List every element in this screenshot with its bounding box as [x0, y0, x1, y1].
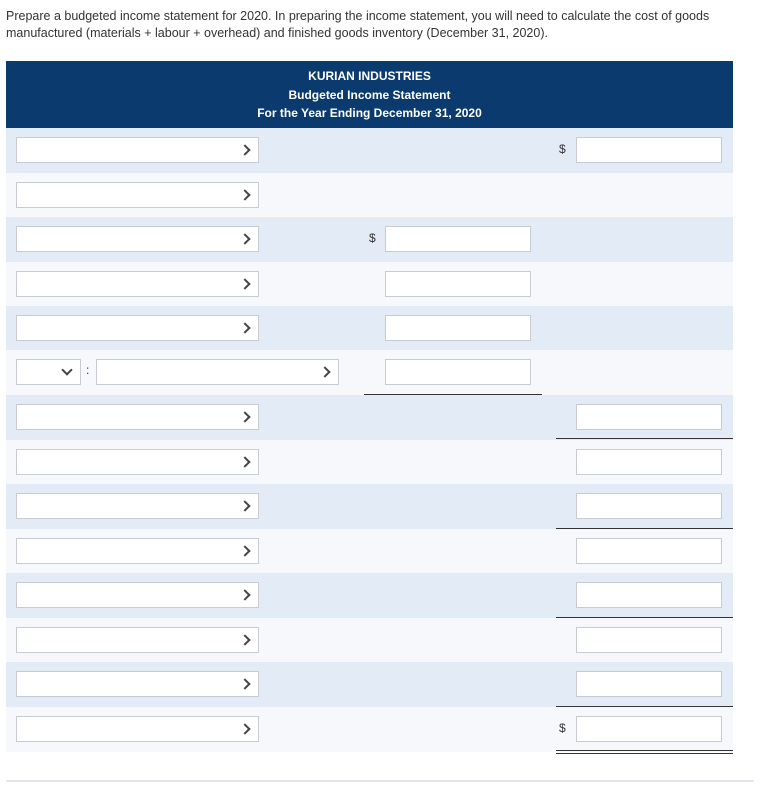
amount-input-3-mid[interactable]: [385, 226, 531, 252]
statement-period: For the Year Ending December 31, 2020: [257, 106, 482, 120]
amount-input-14-net-income[interactable]: [576, 716, 722, 742]
chevron-right-icon: [239, 634, 250, 645]
statement-row-11: [6, 573, 733, 618]
statement-header: [6, 61, 733, 128]
account-dropdown-4[interactable]: [16, 271, 259, 297]
statement-row-6: [6, 350, 733, 395]
amount-input-9-total[interactable]: [576, 493, 722, 519]
statement-row-5: [6, 306, 733, 351]
account-dropdown-3[interactable]: [16, 226, 259, 252]
amount-input-6-mid[interactable]: [385, 359, 531, 385]
prefix-dropdown-6[interactable]: [16, 359, 81, 385]
instructions-text: Prepare a budgeted income statement for 2020. In preparing the income statement, you will need to calculate the cost of goods manufactured (materials + labour + overhead) and finished goods inventory (December 31, 2020).: [6, 9, 710, 40]
dollar-sign: $: [559, 142, 566, 156]
account-dropdown-6[interactable]: [96, 359, 339, 385]
amount-input-13-total[interactable]: [576, 671, 722, 697]
statement-row-1: [6, 128, 733, 173]
account-dropdown-2[interactable]: [16, 182, 259, 208]
amount-input-12-total[interactable]: [576, 627, 722, 653]
chevron-right-icon: [239, 411, 250, 422]
chevron-right-icon: [239, 233, 250, 244]
account-dropdown-8[interactable]: [16, 449, 259, 475]
statement-row-2: [6, 173, 733, 218]
statement-row-4: [6, 262, 733, 307]
account-dropdown-1[interactable]: [16, 137, 259, 163]
chevron-right-icon: [239, 723, 250, 734]
statement-row-9: [6, 484, 733, 529]
statement-row-12: [6, 618, 733, 663]
amount-input-1-total[interactable]: [576, 137, 722, 163]
account-dropdown-10[interactable]: [16, 538, 259, 564]
amount-input-10-total[interactable]: [576, 538, 722, 564]
account-dropdown-12[interactable]: [16, 627, 259, 653]
account-dropdown-13[interactable]: [16, 671, 259, 697]
amount-input-7-total[interactable]: [576, 404, 722, 430]
statement-row-10: [6, 529, 733, 574]
underline: [556, 438, 733, 439]
statement-row-14: [6, 707, 733, 752]
chevron-right-icon: [239, 545, 250, 556]
chevron-right-icon: [239, 322, 250, 333]
divider: [6, 780, 754, 782]
chevron-right-icon: [239, 189, 250, 200]
account-dropdown-11[interactable]: [16, 582, 259, 608]
amount-input-5-mid[interactable]: [385, 315, 531, 341]
chevron-down-icon: [61, 364, 72, 375]
chevron-right-icon: [239, 456, 250, 467]
amount-input-8-total[interactable]: [576, 449, 722, 475]
statement-row-8: [6, 440, 733, 485]
statement-title: Budgeted Income Statement: [288, 88, 451, 102]
colon-separator: :: [86, 363, 90, 377]
account-dropdown-7[interactable]: [16, 404, 259, 430]
account-dropdown-9[interactable]: [16, 493, 259, 519]
chevron-right-icon: [239, 678, 250, 689]
account-dropdown-5[interactable]: [16, 315, 259, 341]
chevron-right-icon: [319, 366, 330, 377]
dollar-sign: $: [369, 231, 376, 245]
double-underline: [556, 750, 733, 754]
chevron-right-icon: [239, 278, 250, 289]
amount-input-11-total[interactable]: [576, 582, 722, 608]
chevron-right-icon: [239, 144, 250, 155]
chevron-right-icon: [239, 589, 250, 600]
statement-row-13: [6, 662, 733, 707]
statement-row-3: [6, 217, 733, 262]
company-name: KURIAN INDUSTRIES: [308, 69, 431, 83]
statement-row-7: [6, 395, 733, 440]
dollar-sign: $: [559, 721, 566, 735]
chevron-right-icon: [239, 500, 250, 511]
amount-input-4-mid[interactable]: [385, 271, 531, 297]
account-dropdown-14[interactable]: [16, 716, 259, 742]
